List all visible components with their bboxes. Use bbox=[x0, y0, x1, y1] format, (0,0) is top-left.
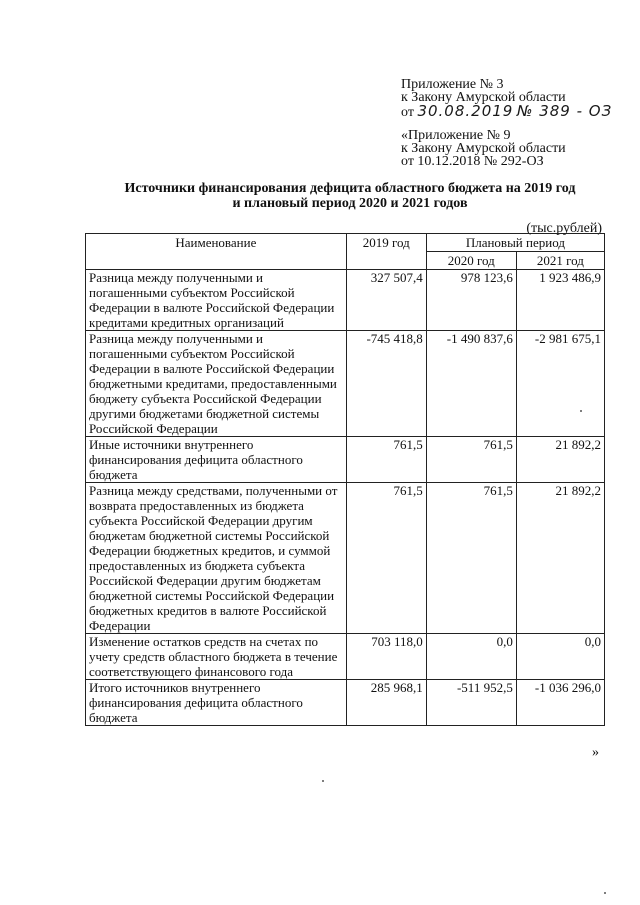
appendix-line: Приложение № 3 bbox=[401, 77, 504, 92]
scan-speck bbox=[322, 780, 324, 782]
row-value-2020: 978 123,6 bbox=[426, 270, 516, 331]
row-value-2020: -511 952,5 bbox=[426, 680, 516, 726]
prev-date-line: от 10.12.2018 № 292-ОЗ bbox=[401, 154, 544, 169]
prev-law-line: к Закону Амурской области bbox=[401, 141, 566, 156]
handwritten-date: 30.08.2019 bbox=[417, 102, 514, 120]
law-line: к Закону Амурской области bbox=[401, 90, 566, 105]
row-value-2020: 761,5 bbox=[426, 483, 516, 634]
row-name: Иные источники внутреннего финансирования дефицита областного бюджета bbox=[86, 437, 347, 483]
table-row bbox=[86, 331, 605, 437]
scan-speck bbox=[580, 410, 582, 412]
row-value-2019: 703 118,0 bbox=[346, 634, 426, 680]
row-value-2021: -1 036 296,0 bbox=[516, 680, 604, 726]
document-title bbox=[60, 181, 640, 211]
title-line-1: Источники финансирования дефицита областного бюджета на 2019 год bbox=[124, 181, 576, 196]
row-value-2019: 761,5 bbox=[346, 483, 426, 634]
unit-label: (тыс.рублей) bbox=[526, 221, 602, 236]
row-value-2019: 761,5 bbox=[346, 437, 426, 483]
row-name: Изменение остатков средств на счетах по учету средств областного бюджета в течение соответствующего финансового года bbox=[86, 634, 347, 680]
table-row bbox=[86, 270, 605, 331]
header-name: Наименование bbox=[86, 234, 347, 270]
date-prefix: от bbox=[401, 105, 414, 120]
table-header-row bbox=[86, 234, 605, 252]
row-value-2020: 0,0 bbox=[426, 634, 516, 680]
table-row-total bbox=[86, 680, 605, 726]
prev-appendix-line: «Приложение № 9 bbox=[401, 128, 511, 143]
row-value-2021: 21 892,2 bbox=[516, 437, 604, 483]
handwritten-number: № 389 - ОЗ bbox=[516, 102, 613, 120]
scan-speck bbox=[604, 892, 606, 894]
header-plan-period: Плановый период bbox=[426, 234, 604, 252]
row-value-2019: -745 418,8 bbox=[346, 331, 426, 437]
row-value-2019: 285 968,1 bbox=[346, 680, 426, 726]
adoption-date-line bbox=[401, 104, 612, 120]
header-2020: 2020 год bbox=[426, 252, 516, 270]
row-value-2020: -1 490 837,6 bbox=[426, 331, 516, 437]
row-value-2020: 761,5 bbox=[426, 437, 516, 483]
row-value-2019: 327 507,4 bbox=[346, 270, 426, 331]
row-name: Итого источников внутреннего финансирования дефицита областного бюджета bbox=[86, 680, 347, 726]
table-row bbox=[86, 437, 605, 483]
financing-sources-table bbox=[85, 233, 605, 726]
table-row bbox=[86, 634, 605, 680]
closing-quote: » bbox=[592, 745, 599, 760]
row-value-2021: 1 923 486,9 bbox=[516, 270, 604, 331]
header-2021: 2021 год bbox=[516, 252, 604, 270]
row-value-2021: -2 981 675,1 bbox=[516, 331, 604, 437]
row-value-2021: 21 892,2 bbox=[516, 483, 604, 634]
title-line-2: и плановый период 2020 и 2021 годов bbox=[232, 196, 468, 211]
table-row bbox=[86, 483, 605, 634]
row-name: Разница между средствами, полученными от возврата предоставленных из бюджета субъекта Российской Федерации другим бюджетам бюджетной системы Российской Федерации бюджетных кредитов, и суммой предоставленных из бюджета субъекта Российской Федерации другим бюджетам бюджетной системы Российской Федерации бюджетных кредитов в валюте Российской Федерации bbox=[86, 483, 347, 634]
row-name: Разница между полученными и погашенными субъектом Российской Федерации в валюте Российской Федерации бюджетными кредитами, предоставленными бюджету субъекта Российской Федерации другими бюджетами бюджетной системы Российской Федерации bbox=[86, 331, 347, 437]
header-2019: 2019 год bbox=[346, 234, 426, 270]
row-name: Разница между полученными и погашенными субъектом Российской Федерации в валюте Российской Федерации кредитами кредитных организаций bbox=[86, 270, 347, 331]
row-value-2021: 0,0 bbox=[516, 634, 604, 680]
